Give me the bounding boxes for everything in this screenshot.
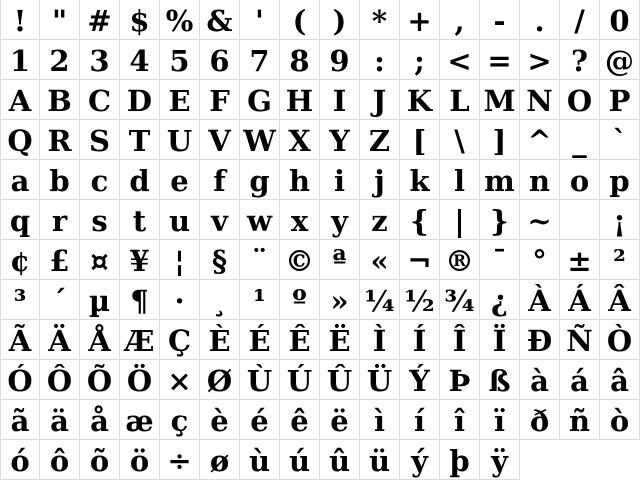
glyph-cell[interactable]: X [280, 120, 320, 160]
glyph-cell[interactable]: R [40, 120, 80, 160]
glyph-cell[interactable]: % [160, 0, 200, 40]
glyph-cell[interactable]: | [440, 200, 480, 240]
glyph-cell[interactable]: ÿ [480, 440, 520, 480]
glyph-cell[interactable]: Z [360, 120, 400, 160]
glyph-cell[interactable]: , [440, 0, 480, 40]
glyph-cell[interactable]: ± [560, 240, 600, 280]
empty-area [520, 440, 560, 480]
glyph-cell[interactable]: w [240, 200, 280, 240]
glyph-cell[interactable]: Ò [600, 320, 640, 360]
glyph-cell[interactable]: Ô [40, 360, 80, 400]
glyph-cell[interactable]: e [160, 160, 200, 200]
glyph-cell[interactable]: × [160, 360, 200, 400]
glyph-cell[interactable]: é [240, 400, 280, 440]
glyph-cell[interactable]: C [80, 80, 120, 120]
glyph-cell[interactable]: D [120, 80, 160, 120]
glyph-cell[interactable]: } [480, 200, 520, 240]
glyph-cell[interactable]: Ë [320, 320, 360, 360]
glyph-cell[interactable]: l [440, 160, 480, 200]
glyph-cell[interactable]: S [80, 120, 120, 160]
glyph-cell[interactable]: Ö [120, 360, 160, 400]
glyph-cell[interactable]: 0 [600, 0, 640, 40]
glyph-cell[interactable]: U [160, 120, 200, 160]
glyph-cell[interactable]: B [40, 80, 80, 120]
glyph-cell[interactable]: å [80, 400, 120, 440]
glyph-cell[interactable]: & [200, 0, 240, 40]
glyph-cell[interactable]: T [120, 120, 160, 160]
glyph-cell[interactable]: ® [440, 240, 480, 280]
glyph-cell[interactable]: b [40, 160, 80, 200]
glyph-cell[interactable]: ) [320, 0, 360, 40]
glyph-cell[interactable]: ì [360, 400, 400, 440]
glyph-cell[interactable]: ¨ [240, 240, 280, 280]
glyph-cell[interactable]: Í [400, 320, 440, 360]
glyph-cell[interactable]: z [360, 200, 400, 240]
glyph-cell[interactable]: Ù [240, 360, 280, 400]
glyph-cell[interactable]: F [200, 80, 240, 120]
glyph-cell[interactable]: Æ [120, 320, 160, 360]
glyph-cell[interactable]: Ü [360, 360, 400, 400]
glyph-cell[interactable]: I [320, 80, 360, 120]
glyph-cell[interactable]: ] [480, 120, 520, 160]
glyph-cell[interactable]: þ [440, 440, 480, 480]
glyph-cell[interactable]: » [320, 280, 360, 320]
glyph-cell[interactable]: 5 [160, 40, 200, 80]
empty-area [560, 440, 600, 480]
glyph-cell[interactable]: ? [560, 40, 600, 80]
glyph-cell[interactable]: ¯ [480, 240, 520, 280]
glyph-cell[interactable]: ¬ [400, 240, 440, 280]
glyph-cell[interactable]: ã [0, 400, 40, 440]
glyph-cell[interactable]: K [400, 80, 440, 120]
glyph-cell[interactable]: Ý [400, 360, 440, 400]
glyph-cell[interactable]: ° [520, 240, 560, 280]
glyph-cell[interactable]: ' [240, 0, 280, 40]
glyph-cell[interactable]: G [240, 80, 280, 120]
glyph-cell[interactable]: ½ [400, 280, 440, 320]
glyph-cell[interactable]: A [0, 80, 40, 120]
glyph-cell[interactable]: È [200, 320, 240, 360]
glyph-cell[interactable]: õ [80, 440, 120, 480]
glyph-cell[interactable]: m [480, 160, 520, 200]
glyph-cell[interactable]: ` [600, 120, 640, 160]
glyph-cell[interactable]: · [160, 280, 200, 320]
glyph-cell[interactable]: $ [120, 0, 160, 40]
glyph-cell[interactable]: Q [0, 120, 40, 160]
glyph-cell[interactable]: Ð [520, 320, 560, 360]
glyph-cell[interactable]: ¡ [600, 200, 640, 240]
glyph-cell[interactable]: Û [320, 360, 360, 400]
glyph-cell[interactable]: 1 [0, 40, 40, 80]
glyph-cell[interactable]: ³ [0, 280, 40, 320]
glyph-cell[interactable]: ò [600, 400, 640, 440]
glyph-cell[interactable]: £ [40, 240, 80, 280]
glyph-cell[interactable]: û [320, 440, 360, 480]
glyph-cell[interactable]: W [240, 120, 280, 160]
glyph-cell[interactable]: u [160, 200, 200, 240]
glyph-cell[interactable]: y [320, 200, 360, 240]
glyph-cell[interactable]: 6 [200, 40, 240, 80]
glyph-cell[interactable]: î [440, 400, 480, 440]
glyph-cell[interactable]: Ï [480, 320, 520, 360]
glyph-cell[interactable]: " [40, 0, 80, 40]
glyph-cell[interactable]: / [560, 0, 600, 40]
glyph-cell[interactable]: ü [360, 440, 400, 480]
glyph-cell[interactable]: [ [400, 120, 440, 160]
glyph-cell[interactable]: Á [560, 280, 600, 320]
glyph-cell[interactable]: M [480, 80, 520, 120]
glyph-cell[interactable] [560, 200, 600, 240]
glyph-cell[interactable]: ö [120, 440, 160, 480]
glyph-cell[interactable]: r [40, 200, 80, 240]
glyph-cell[interactable]: E [160, 80, 200, 120]
glyph-cell[interactable]: Ã [0, 320, 40, 360]
glyph-cell[interactable]: H [280, 80, 320, 120]
glyph-cell[interactable]: h [280, 160, 320, 200]
glyph-cell[interactable]: ! [0, 0, 40, 40]
glyph-cell[interactable]: ¸ [200, 280, 240, 320]
glyph-cell[interactable]: x [280, 200, 320, 240]
glyph-cell[interactable]: Y [320, 120, 360, 160]
glyph-cell[interactable]: É [240, 320, 280, 360]
glyph-cell[interactable]: ¹ [240, 280, 280, 320]
glyph-cell[interactable]: ý [400, 440, 440, 480]
glyph-cell[interactable]: < [440, 40, 480, 80]
glyph-cell[interactable]: d [120, 160, 160, 200]
glyph-cell[interactable]: Ú [280, 360, 320, 400]
glyph-cell[interactable]: s [80, 200, 120, 240]
glyph-cell[interactable]: Õ [80, 360, 120, 400]
glyph-cell[interactable]: q [0, 200, 40, 240]
glyph-cell[interactable]: ú [280, 440, 320, 480]
glyph-cell[interactable]: ê [280, 400, 320, 440]
glyph-cell[interactable]: ó [0, 440, 40, 480]
glyph-cell[interactable]: À [520, 280, 560, 320]
glyph-cell[interactable]: > [520, 40, 560, 80]
glyph-cell[interactable]: è [200, 400, 240, 440]
glyph-cell[interactable]: ¾ [440, 280, 480, 320]
glyph-cell[interactable]: 9 [320, 40, 360, 80]
glyph-cell[interactable]: ¶ [120, 280, 160, 320]
glyph-cell[interactable]: ù [240, 440, 280, 480]
glyph-cell[interactable]: ¼ [360, 280, 400, 320]
glyph-cell[interactable]: i [320, 160, 360, 200]
glyph-cell[interactable]: . [520, 0, 560, 40]
glyph-cell[interactable]: ø [200, 440, 240, 480]
glyph-cell[interactable]: 2 [40, 40, 80, 80]
glyph-cell[interactable]: o [560, 160, 600, 200]
glyph-cell[interactable]: V [200, 120, 240, 160]
glyph-cell[interactable]: J [360, 80, 400, 120]
glyph-cell[interactable]: 8 [280, 40, 320, 80]
glyph-cell[interactable]: + [400, 0, 440, 40]
glyph-cell[interactable]: 3 [80, 40, 120, 80]
glyph-cell[interactable]: _ [560, 120, 600, 160]
glyph-cell[interactable]: \ [440, 120, 480, 160]
glyph-cell[interactable]: ¦ [160, 240, 200, 280]
glyph-cell[interactable]: 7 [240, 40, 280, 80]
glyph-cell[interactable]: : [360, 40, 400, 80]
glyph-cell[interactable]: t [120, 200, 160, 240]
glyph-cell[interactable]: Å [80, 320, 120, 360]
glyph-cell[interactable]: a [0, 160, 40, 200]
glyph-cell[interactable]: § [200, 240, 240, 280]
glyph-cell[interactable]: ô [40, 440, 80, 480]
glyph-cell[interactable]: ; [400, 40, 440, 80]
glyph-cell[interactable]: O [560, 80, 600, 120]
glyph-cell[interactable]: P [600, 80, 640, 120]
glyph-cell[interactable]: @ [600, 40, 640, 80]
glyph-cell[interactable]: ( [280, 0, 320, 40]
glyph-cell[interactable]: Ê [280, 320, 320, 360]
glyph-cell[interactable]: 4 [120, 40, 160, 80]
glyph-cell[interactable]: ñ [560, 400, 600, 440]
glyph-cell[interactable]: p [600, 160, 640, 200]
glyph-cell[interactable]: Â [600, 280, 640, 320]
glyph-cell[interactable]: ~ [520, 200, 560, 240]
glyph-cell[interactable]: * [360, 0, 400, 40]
glyph-cell[interactable]: ï [480, 400, 520, 440]
glyph-cell[interactable]: # [80, 0, 120, 40]
glyph-cell[interactable]: Þ [440, 360, 480, 400]
glyph-cell[interactable]: ¢ [0, 240, 40, 280]
glyph-cell[interactable]: ÷ [160, 440, 200, 480]
glyph-cell[interactable]: - [480, 0, 520, 40]
glyph-cell[interactable]: ^ [520, 120, 560, 160]
glyph-cell[interactable]: Ó [0, 360, 40, 400]
glyph-cell[interactable]: © [280, 240, 320, 280]
glyph-cell[interactable]: Ç [160, 320, 200, 360]
glyph-cell[interactable]: k [400, 160, 440, 200]
glyph-cell[interactable]: ë [320, 400, 360, 440]
empty-area [600, 440, 640, 480]
glyph-cell[interactable]: Ì [360, 320, 400, 360]
glyph-cell[interactable]: j [360, 160, 400, 200]
glyph-cell[interactable]: Ä [40, 320, 80, 360]
glyph-cell[interactable]: á [560, 360, 600, 400]
glyph-cell[interactable]: { [400, 200, 440, 240]
glyph-cell[interactable]: c [80, 160, 120, 200]
glyph-cell[interactable]: ¿ [480, 280, 520, 320]
glyph-cell[interactable]: â [600, 360, 640, 400]
glyph-cell[interactable]: ² [600, 240, 640, 280]
glyph-cell[interactable]: ¥ [120, 240, 160, 280]
glyph-cell[interactable]: º [280, 280, 320, 320]
glyph-cell[interactable]: v [200, 200, 240, 240]
glyph-cell[interactable]: ¤ [80, 240, 120, 280]
glyph-cell[interactable]: ª [320, 240, 360, 280]
glyph-cell[interactable]: æ [120, 400, 160, 440]
glyph-cell[interactable]: « [360, 240, 400, 280]
glyph-cell[interactable]: ß [480, 360, 520, 400]
glyph-cell[interactable]: ´ [40, 280, 80, 320]
glyph-cell[interactable]: g [240, 160, 280, 200]
glyph-cell[interactable]: f [200, 160, 240, 200]
glyph-cell[interactable]: ð [520, 400, 560, 440]
glyph-cell[interactable]: µ [80, 280, 120, 320]
glyph-cell[interactable]: L [440, 80, 480, 120]
glyph-cell[interactable]: ä [40, 400, 80, 440]
glyph-cell[interactable]: Î [440, 320, 480, 360]
glyph-cell[interactable]: Ø [200, 360, 240, 400]
glyph-cell[interactable]: í [400, 400, 440, 440]
glyph-cell[interactable]: à [520, 360, 560, 400]
glyph-cell[interactable]: n [520, 160, 560, 200]
glyph-cell[interactable]: = [480, 40, 520, 80]
glyph-cell[interactable]: N [520, 80, 560, 120]
glyph-cell[interactable]: ç [160, 400, 200, 440]
glyph-cell[interactable]: Ñ [560, 320, 600, 360]
